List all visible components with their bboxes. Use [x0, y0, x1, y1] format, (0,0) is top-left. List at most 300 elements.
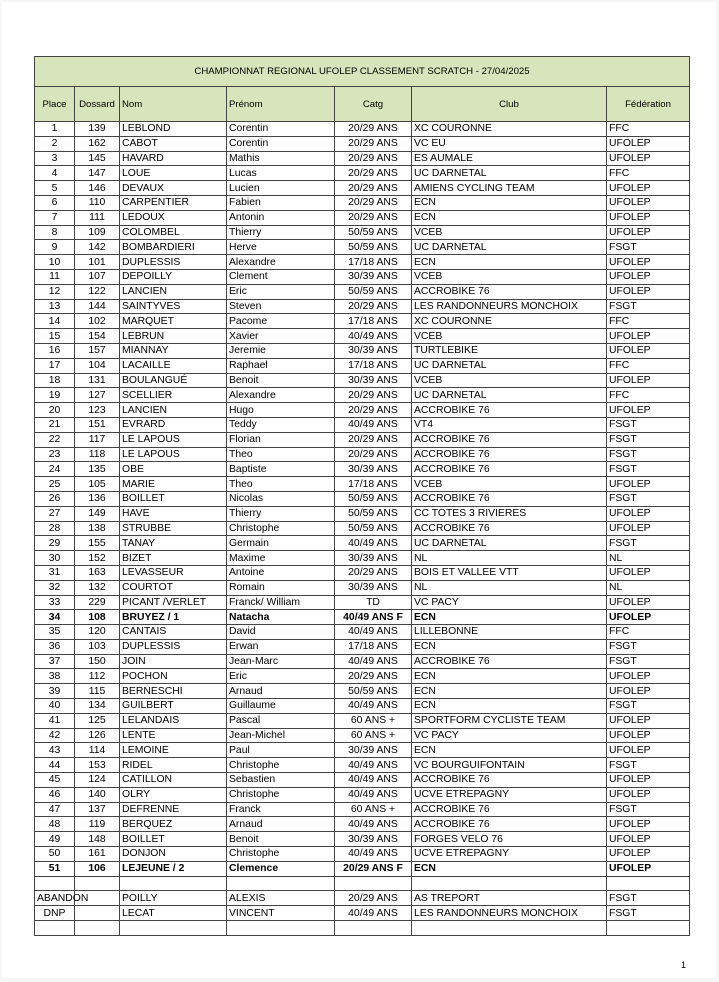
cell-nom: JOIN: [120, 654, 227, 669]
column-header-nom: Nom: [120, 87, 227, 122]
cell-club: XC COURONNE: [412, 314, 607, 329]
cell-club: VC PACY: [412, 595, 607, 610]
cell-club: ECN: [412, 195, 607, 210]
cell-prenom: Jean-Marc: [227, 654, 335, 669]
cell-prenom: Raphael: [227, 358, 335, 373]
cell-dossard: 107: [75, 269, 120, 284]
cell-club: ACCROBIKE 76: [412, 521, 607, 536]
cell-catg: 60 ANS +: [335, 802, 412, 817]
cell-catg: 20/29 ANS: [335, 166, 412, 181]
empty-cell: [607, 876, 690, 891]
cell-club: LES RANDONNEURS MONCHOIX: [412, 906, 607, 921]
cell-federation: FSGT: [607, 536, 690, 551]
cell-place: 19: [35, 388, 75, 403]
cell-dossard: 101: [75, 255, 120, 270]
cell-federation: UFOLEP: [607, 269, 690, 284]
table-row: [35, 122, 690, 137]
cell-federation: UFOLEP: [607, 136, 690, 151]
cell-dossard: 144: [75, 299, 120, 314]
cell-catg: 20/29 ANS: [335, 181, 412, 196]
cell-place: 22: [35, 432, 75, 447]
cell-dossard: 102: [75, 314, 120, 329]
cell-nom: BERQUEZ: [120, 817, 227, 832]
cell-federation: FSGT: [607, 491, 690, 506]
cell-club: ACCROBIKE 76: [412, 284, 607, 299]
cell-catg: 30/39 ANS: [335, 551, 412, 566]
cell-club: ECN: [412, 669, 607, 684]
cell-dossard: 149: [75, 506, 120, 521]
header-row: [35, 87, 690, 122]
results-body: [35, 122, 690, 877]
cell-nom: LECAT: [120, 906, 227, 921]
table-row: [35, 388, 690, 403]
cell-federation: UFOLEP: [607, 610, 690, 625]
cell-prenom: Antonin: [227, 210, 335, 225]
cell-place: ABANDON: [35, 891, 75, 906]
cell-federation: UFOLEP: [607, 595, 690, 610]
cell-catg: 40/49 ANS: [335, 699, 412, 714]
table-row: [35, 906, 690, 921]
cell-federation: UFOLEP: [607, 832, 690, 847]
cell-prenom: Lucien: [227, 181, 335, 196]
cell-prenom: Guillaume: [227, 699, 335, 714]
cell-prenom: Clemence: [227, 861, 335, 876]
cell-club: FORGES VELO 76: [412, 832, 607, 847]
cell-place: 3: [35, 151, 75, 166]
cell-dossard: [75, 906, 120, 921]
cell-federation: UFOLEP: [607, 669, 690, 684]
table-row: [35, 269, 690, 284]
cell-prenom: Herve: [227, 240, 335, 255]
cell-nom: BIZET: [120, 551, 227, 566]
table-row: [35, 314, 690, 329]
empty-cell: [412, 921, 607, 936]
cell-nom: DEFRENNE: [120, 802, 227, 817]
table-row: [35, 417, 690, 432]
cell-catg: 40/49 ANS: [335, 536, 412, 551]
table-row: [35, 713, 690, 728]
table-row: [35, 491, 690, 506]
cell-nom: DEPOILLY: [120, 269, 227, 284]
cell-nom: BRUYEZ / 1: [120, 610, 227, 625]
cell-federation: FFC: [607, 388, 690, 403]
cell-federation: FSGT: [607, 432, 690, 447]
cell-nom: LELANDAIS: [120, 713, 227, 728]
cell-catg: 20/29 ANS F: [335, 861, 412, 876]
table-row: [35, 699, 690, 714]
cell-place: 16: [35, 343, 75, 358]
cell-dossard: 131: [75, 373, 120, 388]
cell-prenom: Hugo: [227, 403, 335, 418]
cell-catg: 20/29 ANS: [335, 210, 412, 225]
cell-place: 37: [35, 654, 75, 669]
table-title: CHAMPIONNAT REGIONAL UFOLEP CLASSEMENT SCRATCH - 27/04/2025: [35, 57, 690, 87]
column-header-prenom: Prénom: [227, 87, 335, 122]
cell-nom: GUILBERT: [120, 699, 227, 714]
cell-federation: UFOLEP: [607, 284, 690, 299]
cell-dossard: 161: [75, 847, 120, 862]
cell-place: 28: [35, 521, 75, 536]
table-row: [35, 299, 690, 314]
table-row: [35, 551, 690, 566]
cell-prenom: Germain: [227, 536, 335, 551]
table-row: [35, 802, 690, 817]
table-row: [35, 832, 690, 847]
cell-nom: LENTE: [120, 728, 227, 743]
cell-place: 13: [35, 299, 75, 314]
cell-catg: 50/59 ANS: [335, 284, 412, 299]
cell-club: ACCROBIKE 76: [412, 491, 607, 506]
cell-dossard: 157: [75, 343, 120, 358]
cell-federation: FFC: [607, 166, 690, 181]
cell-prenom: Franck: [227, 802, 335, 817]
cell-federation: FSGT: [607, 639, 690, 654]
cell-federation: UFOLEP: [607, 506, 690, 521]
cell-catg: 20/29 ANS: [335, 565, 412, 580]
cell-club: LILLEBONNE: [412, 625, 607, 640]
table-row: [35, 447, 690, 462]
cell-federation: FFC: [607, 122, 690, 137]
table-row: [35, 847, 690, 862]
cell-club: VCEB: [412, 269, 607, 284]
cell-federation: FSGT: [607, 417, 690, 432]
cell-catg: 40/49 ANS: [335, 787, 412, 802]
column-header-place: Place: [35, 87, 75, 122]
table-row: [35, 210, 690, 225]
cell-nom: BOMBARDIERI: [120, 240, 227, 255]
table-row: [35, 728, 690, 743]
cell-catg: 20/29 ANS: [335, 388, 412, 403]
cell-club: UC DARNETAL: [412, 388, 607, 403]
cell-dossard: 105: [75, 477, 120, 492]
cell-club: XC COURONNE: [412, 122, 607, 137]
cell-place: 26: [35, 491, 75, 506]
cell-federation: FFC: [607, 314, 690, 329]
cell-dossard: 125: [75, 713, 120, 728]
table-row: [35, 521, 690, 536]
cell-catg: 50/59 ANS: [335, 225, 412, 240]
table-row: [35, 536, 690, 551]
cell-prenom: Sebastien: [227, 773, 335, 788]
cell-place: 14: [35, 314, 75, 329]
cell-nom: LEBLOND: [120, 122, 227, 137]
cell-dossard: 150: [75, 654, 120, 669]
cell-dossard: 147: [75, 166, 120, 181]
cell-prenom: Christophe: [227, 787, 335, 802]
table-row: [35, 610, 690, 625]
cell-place: 18: [35, 373, 75, 388]
cell-catg: 30/39 ANS: [335, 462, 412, 477]
cell-nom: EVRARD: [120, 417, 227, 432]
cell-club: UC DARNETAL: [412, 536, 607, 551]
cell-place: 23: [35, 447, 75, 462]
cell-nom: LE LAPOUS: [120, 432, 227, 447]
cell-place: 8: [35, 225, 75, 240]
cell-prenom: David: [227, 625, 335, 640]
cell-prenom: Eric: [227, 669, 335, 684]
cell-catg: 40/49 ANS: [335, 817, 412, 832]
document-page: [2, 2, 716, 978]
cell-club: ACCROBIKE 76: [412, 773, 607, 788]
cell-nom: LEJEUNE / 2: [120, 861, 227, 876]
cell-dossard: 106: [75, 861, 120, 876]
cell-nom: POILLY: [120, 891, 227, 906]
empty-cell: [75, 921, 120, 936]
cell-club: ACCROBIKE 76: [412, 802, 607, 817]
cell-nom: BOULANGUÉ: [120, 373, 227, 388]
cell-dossard: 120: [75, 625, 120, 640]
cell-club: NL: [412, 580, 607, 595]
cell-federation: FSGT: [607, 891, 690, 906]
cell-nom: LE LAPOUS: [120, 447, 227, 462]
cell-prenom: Maxime: [227, 551, 335, 566]
cell-federation: UFOLEP: [607, 373, 690, 388]
cell-prenom: Thierry: [227, 225, 335, 240]
table-row: [35, 565, 690, 580]
cell-place: 34: [35, 610, 75, 625]
table-row: [35, 580, 690, 595]
title-row: [35, 57, 690, 87]
cell-catg: 40/49 ANS: [335, 625, 412, 640]
cell-federation: UFOLEP: [607, 713, 690, 728]
cell-catg: 17/18 ANS: [335, 639, 412, 654]
cell-place: 50: [35, 847, 75, 862]
cell-prenom: Alexandre: [227, 255, 335, 270]
cell-prenom: Christophe: [227, 758, 335, 773]
cell-club: VCEB: [412, 225, 607, 240]
cell-nom: TANAY: [120, 536, 227, 551]
cell-place: 6: [35, 195, 75, 210]
results-table: [34, 56, 690, 936]
table-row: [35, 817, 690, 832]
cell-club: ECN: [412, 699, 607, 714]
cell-nom: LANCIEN: [120, 403, 227, 418]
cell-club: VCEB: [412, 329, 607, 344]
table-row: [35, 654, 690, 669]
cell-place: 39: [35, 684, 75, 699]
cell-club: ECN: [412, 743, 607, 758]
cell-federation: UFOLEP: [607, 565, 690, 580]
cell-club: UC DARNETAL: [412, 166, 607, 181]
cell-club: UCVE ETREPAGNY: [412, 847, 607, 862]
cell-nom: MIANNAY: [120, 343, 227, 358]
cell-nom: MARQUET: [120, 314, 227, 329]
cell-dossard: 119: [75, 817, 120, 832]
cell-catg: 50/59 ANS: [335, 684, 412, 699]
cell-dossard: 152: [75, 551, 120, 566]
cell-nom: LANCIEN: [120, 284, 227, 299]
cell-nom: CANTAIS: [120, 625, 227, 640]
cell-prenom: Pascal: [227, 713, 335, 728]
cell-prenom: Natacha: [227, 610, 335, 625]
cell-prenom: Lucas: [227, 166, 335, 181]
table-row: [35, 329, 690, 344]
cell-prenom: Jeremie: [227, 343, 335, 358]
cell-catg: 50/59 ANS: [335, 506, 412, 521]
cell-federation: UFOLEP: [607, 861, 690, 876]
cell-federation: UFOLEP: [607, 521, 690, 536]
cell-federation: UFOLEP: [607, 343, 690, 358]
cell-catg: 60 ANS +: [335, 713, 412, 728]
cell-prenom: Teddy: [227, 417, 335, 432]
cell-catg: 40/49 ANS: [335, 329, 412, 344]
table-row: [35, 225, 690, 240]
table-row: [35, 773, 690, 788]
table-row: [35, 743, 690, 758]
cell-nom: SAINTYVES: [120, 299, 227, 314]
cell-dossard: 134: [75, 699, 120, 714]
cell-dossard: 146: [75, 181, 120, 196]
cell-nom: MARIE: [120, 477, 227, 492]
table-row: [35, 462, 690, 477]
cell-prenom: Theo: [227, 477, 335, 492]
cell-place: 32: [35, 580, 75, 595]
empty-cell: [607, 921, 690, 936]
cell-place: 21: [35, 417, 75, 432]
cell-federation: UFOLEP: [607, 743, 690, 758]
cell-place: 46: [35, 787, 75, 802]
empty-cell: [335, 921, 412, 936]
cell-prenom: Theo: [227, 447, 335, 462]
cell-dossard: 136: [75, 491, 120, 506]
cell-catg: 20/29 ANS: [335, 122, 412, 137]
cell-catg: 20/29 ANS: [335, 447, 412, 462]
column-header-club: Club: [412, 87, 607, 122]
cell-place: 31: [35, 565, 75, 580]
cell-nom: STRUBBE: [120, 521, 227, 536]
table-row: [35, 669, 690, 684]
cell-place: 35: [35, 625, 75, 640]
cell-nom: CABOT: [120, 136, 227, 151]
cell-nom: BOILLET: [120, 491, 227, 506]
cell-club: AMIENS CYCLING TEAM: [412, 181, 607, 196]
cell-dossard: 162: [75, 136, 120, 151]
cell-prenom: Christophe: [227, 521, 335, 536]
cell-nom: COURTOT: [120, 580, 227, 595]
cell-federation: UFOLEP: [607, 817, 690, 832]
page-number: 1: [680, 960, 686, 970]
empty-cell: [35, 876, 75, 891]
cell-place: 30: [35, 551, 75, 566]
cell-prenom: Pacome: [227, 314, 335, 329]
cell-catg: 40/49 ANS: [335, 847, 412, 862]
cell-nom: CATILLON: [120, 773, 227, 788]
cell-dossard: 123: [75, 403, 120, 418]
cell-club: ACCROBIKE 76: [412, 654, 607, 669]
cell-place: 49: [35, 832, 75, 847]
cell-federation: FSGT: [607, 240, 690, 255]
cell-place: 2: [35, 136, 75, 151]
cell-prenom: Corentin: [227, 136, 335, 151]
cell-club: VCEB: [412, 373, 607, 388]
cell-federation: UFOLEP: [607, 773, 690, 788]
cell-dossard: 126: [75, 728, 120, 743]
empty-cell: [35, 921, 75, 936]
cell-prenom: Florian: [227, 432, 335, 447]
cell-catg: 40/49 ANS: [335, 906, 412, 921]
cell-catg: 30/39 ANS: [335, 580, 412, 595]
cell-federation: UFOLEP: [607, 210, 690, 225]
cell-catg: 60 ANS +: [335, 728, 412, 743]
cell-place: 17: [35, 358, 75, 373]
cell-nom: LEVASSEUR: [120, 565, 227, 580]
cell-dossard: 139: [75, 122, 120, 137]
table-row: [35, 477, 690, 492]
table-row: [35, 506, 690, 521]
cell-place: 36: [35, 639, 75, 654]
cell-prenom: Thierry: [227, 506, 335, 521]
cell-place: 5: [35, 181, 75, 196]
cell-place: 38: [35, 669, 75, 684]
empty-cell: [227, 876, 335, 891]
cell-prenom: Erwan: [227, 639, 335, 654]
cell-dossard: 117: [75, 432, 120, 447]
cell-dossard: 115: [75, 684, 120, 699]
cell-dossard: 122: [75, 284, 120, 299]
cell-dossard: 151: [75, 417, 120, 432]
cell-prenom: Christophe: [227, 847, 335, 862]
cell-club: ACCROBIKE 76: [412, 403, 607, 418]
table-row: [35, 181, 690, 196]
cell-dossard: 114: [75, 743, 120, 758]
cell-club: TURTLEBIKE: [412, 343, 607, 358]
cell-prenom: Eric: [227, 284, 335, 299]
empty-cell: [75, 876, 120, 891]
cell-catg: 30/39 ANS: [335, 832, 412, 847]
cell-place: 27: [35, 506, 75, 521]
column-header-catg: Catg: [335, 87, 412, 122]
cell-club: VC PACY: [412, 728, 607, 743]
table-row: [35, 195, 690, 210]
cell-dossard: 118: [75, 447, 120, 462]
cell-prenom: Antoine: [227, 565, 335, 580]
cell-federation: UFOLEP: [607, 255, 690, 270]
cell-federation: FSGT: [607, 462, 690, 477]
cell-place: 29: [35, 536, 75, 551]
cell-prenom: ALEXIS: [227, 891, 335, 906]
cell-nom: LEBRUN: [120, 329, 227, 344]
table-row: [35, 595, 690, 610]
cell-catg: 30/39 ANS: [335, 343, 412, 358]
cell-federation: FSGT: [607, 699, 690, 714]
cell-club: ACCROBIKE 76: [412, 462, 607, 477]
empty-cell: [120, 876, 227, 891]
cell-place: 11: [35, 269, 75, 284]
cell-place: 45: [35, 773, 75, 788]
cell-place: 43: [35, 743, 75, 758]
cell-place: 20: [35, 403, 75, 418]
cell-club: VC EU: [412, 136, 607, 151]
cell-catg: 17/18 ANS: [335, 477, 412, 492]
cell-club: ACCROBIKE 76: [412, 432, 607, 447]
cell-federation: UFOLEP: [607, 787, 690, 802]
cell-place: 4: [35, 166, 75, 181]
cell-dossard: 154: [75, 329, 120, 344]
cell-catg: 40/49 ANS: [335, 758, 412, 773]
cell-dossard: 163: [75, 565, 120, 580]
cell-prenom: Mathis: [227, 151, 335, 166]
cell-dossard: 155: [75, 536, 120, 551]
table-row: [35, 240, 690, 255]
cell-club: ECN: [412, 639, 607, 654]
cell-club: LES RANDONNEURS MONCHOIX: [412, 299, 607, 314]
table-row: [35, 625, 690, 640]
cell-dossard: 138: [75, 521, 120, 536]
cell-club: UCVE ETREPAGNY: [412, 787, 607, 802]
cell-catg: 17/18 ANS: [335, 255, 412, 270]
cell-federation: FFC: [607, 625, 690, 640]
cell-place: 48: [35, 817, 75, 832]
